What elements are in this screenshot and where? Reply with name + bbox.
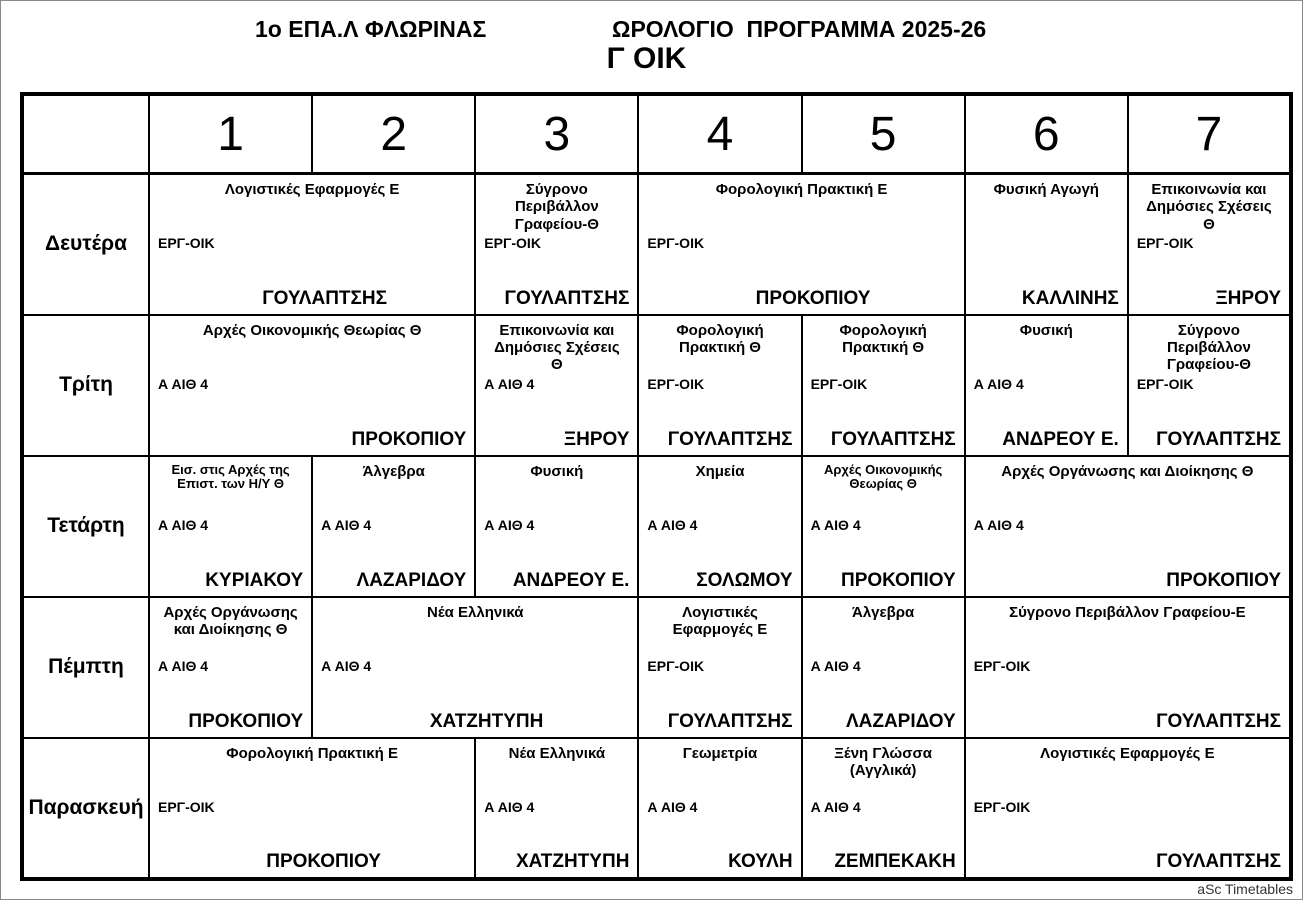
- lesson-room: Α ΑΙΘ 4: [647, 798, 698, 815]
- day-row-wednesday: [22, 456, 1291, 597]
- lesson-room: ΕΡΓ-ΟΙΚ: [647, 657, 705, 674]
- lesson-subject: Νέα Ελληνικά: [427, 603, 524, 621]
- lesson-teacher: ΑΝΔΡΕΟΥ Ε.: [1002, 428, 1119, 450]
- lesson-cell: [802, 597, 965, 738]
- lesson-subject: Λογιστικές Εφαρμογές Ε: [224, 181, 400, 198]
- lesson-subject: Επικοινωνία και Δημόσιες Σχέσεις Θ: [494, 321, 620, 373]
- lesson-cell: [475, 456, 638, 597]
- lesson-room: ΕΡΓ-ΟΙΚ: [810, 375, 868, 392]
- lesson-cell: [1128, 315, 1291, 456]
- lesson-cell: [149, 174, 475, 315]
- lesson-room: ΕΡΓ-ΟΙΚ: [484, 235, 541, 251]
- lesson-teacher: ΧΑΤΖΗΤΥΠΗ: [429, 710, 544, 732]
- lesson-room: Α ΑΙΘ 4: [158, 657, 209, 674]
- lesson-room: ΕΡΓ-ΟΙΚ: [647, 235, 705, 251]
- lesson-room: Α ΑΙΘ 4: [158, 375, 209, 392]
- lesson-subject: Επικοινωνία και Δημόσιες Σχέσεις Θ: [1146, 181, 1272, 233]
- lesson-cell: [149, 597, 312, 738]
- timetable: [20, 92, 1293, 881]
- lesson-teacher: ΓΟΥΛΑΠΤΣΗΣ: [1156, 710, 1281, 732]
- lesson-teacher: ΠΡΟΚΟΠΙΟΥ: [840, 569, 956, 591]
- period-header: 1: [149, 94, 312, 174]
- day-label: Τετάρτη: [22, 456, 149, 597]
- lesson-cell: [475, 738, 638, 879]
- lesson-room: ΕΡΓ-ΟΙΚ: [647, 375, 705, 392]
- lesson-cell: [965, 174, 1128, 315]
- period-header-row: [22, 94, 1291, 174]
- day-row-monday: [22, 174, 1291, 315]
- lesson-teacher: ΓΟΥΛΑΠΤΣΗΣ: [667, 710, 793, 732]
- lesson-subject: Άλγεβρα: [362, 462, 425, 480]
- lesson-cell: [638, 456, 801, 597]
- lesson-subject: Νέα Ελληνικά: [508, 744, 606, 762]
- lesson-cell: [638, 597, 801, 738]
- lesson-cell: [149, 315, 475, 456]
- period-header: 3: [475, 94, 638, 174]
- period-header: 6: [965, 94, 1128, 174]
- lesson-room: Α ΑΙΘ 4: [810, 516, 861, 533]
- lesson-room: ΕΡΓ-ΟΙΚ: [973, 798, 1031, 815]
- lesson-room: ΕΡΓ-ΟΙΚ: [1136, 235, 1194, 251]
- lesson-cell: [638, 174, 964, 315]
- lesson-room: Α ΑΙΘ 4: [484, 798, 535, 815]
- lesson-cell: [638, 315, 801, 456]
- lesson-teacher: ΓΟΥΛΑΠΤΣΗΣ: [1156, 850, 1281, 872]
- lesson-subject: Φυσική Αγωγή: [993, 181, 1099, 198]
- lesson-teacher: ΛΑΖΑΡΙΔΟΥ: [356, 569, 467, 591]
- lesson-teacher: ΞΗΡΟΥ: [563, 428, 630, 450]
- lesson-subject: Άλγεβρα: [851, 603, 915, 621]
- lesson-teacher: ΚΑΛΛΙΝΗΣ: [1021, 287, 1119, 309]
- lesson-subject: Αρχές Οργάνωσης και Διοίκησης Θ: [1001, 462, 1254, 480]
- lesson-teacher: ΞΗΡΟΥ: [1215, 287, 1281, 309]
- lesson-cell: [965, 597, 1291, 738]
- period-header: 2: [312, 94, 475, 174]
- lesson-subject: Αρχές Οικονομικής Θεωρίας Θ: [823, 461, 943, 492]
- lesson-room: Α ΑΙΘ 4: [973, 516, 1024, 533]
- lesson-cell: [638, 738, 801, 879]
- day-label: Πέμπτη: [22, 597, 149, 738]
- lesson-room: Α ΑΙΘ 4: [810, 798, 861, 815]
- lesson-subject: Αρχές Οργάνωσης και Διοίκησης Θ: [163, 603, 298, 638]
- lesson-room: Α ΑΙΘ 4: [484, 375, 535, 392]
- lesson-teacher: ΚΥΡΙΑΚΟΥ: [205, 569, 304, 591]
- lesson-teacher: ΓΟΥΛΑΠΤΣΗΣ: [830, 428, 956, 450]
- lesson-room: Α ΑΙΘ 4: [647, 516, 698, 533]
- lesson-teacher: ΓΟΥΛΑΠΤΣΗΣ: [504, 287, 630, 309]
- lesson-cell: [475, 315, 638, 456]
- day-label: Τρίτη: [22, 315, 149, 456]
- lesson-room: ΕΡΓ-ΟΙΚ: [158, 798, 215, 815]
- lesson-teacher: ΑΝΔΡΕΟΥ Ε.: [512, 569, 630, 591]
- lesson-cell: [802, 738, 965, 879]
- day-label: Δευτέρα: [22, 174, 149, 315]
- day-row-tuesday: [22, 315, 1291, 456]
- lesson-room: Α ΑΙΘ 4: [484, 516, 535, 533]
- lesson-cell: [312, 456, 475, 597]
- lesson-cell: [802, 456, 965, 597]
- lesson-teacher: ΠΡΟΚΟΠΙΟΥ: [266, 850, 381, 872]
- lesson-room: ΕΡΓ-ΟΙΚ: [158, 235, 215, 251]
- lesson-room: Α ΑΙΘ 4: [158, 516, 209, 533]
- lesson-subject: Γεωμετρία: [682, 744, 758, 762]
- lesson-subject: Λογιστικές Εφαρμογές Ε: [672, 603, 768, 638]
- lesson-room: Α ΑΙΘ 4: [810, 657, 861, 674]
- period-header: 4: [638, 94, 801, 174]
- lesson-teacher: ΠΡΟΚΟΠΙΟΥ: [755, 287, 871, 309]
- period-header: 7: [1128, 94, 1291, 174]
- lesson-subject: Φορολογική Πρακτική Θ: [839, 321, 927, 356]
- lesson-subject: Σύγρονο Περιβάλλον Γραφείου-Θ: [514, 181, 599, 233]
- lesson-cell: [312, 597, 638, 738]
- lesson-room: ΕΡΓ-ΟΙΚ: [1136, 375, 1194, 392]
- lesson-subject: Φυσική: [530, 462, 584, 480]
- lesson-subject: Αρχές Οικονομικής Θεωρίας Θ: [202, 321, 422, 339]
- asc-timetables-watermark: aSc Timetables: [1197, 881, 1293, 897]
- lesson-subject: Χημεία: [695, 462, 745, 480]
- lesson-cell: [475, 174, 638, 315]
- lesson-teacher: ΓΟΥΛΑΠΤΣΗΣ: [262, 287, 388, 309]
- lesson-subject: Σύγρονο Περιβάλλον Γραφείου-Ε: [1009, 603, 1246, 621]
- program-title: ΩΡΟΛΟΓΙΟ ΠΡΟΓΡΑΜΜΑ 2025-26: [612, 16, 987, 42]
- lesson-room: Α ΑΙΘ 4: [321, 657, 372, 674]
- lesson-subject: Εισ. στις Αρχές της Επιστ. των Η/Υ Θ: [171, 461, 290, 492]
- day-row-friday: [22, 738, 1291, 879]
- lesson-subject: Φορολογική Πρακτική Ε: [226, 744, 398, 762]
- lesson-teacher: ΚΟΥΛΗ: [728, 850, 793, 872]
- lesson-teacher: ΓΟΥΛΑΠΤΣΗΣ: [667, 428, 793, 450]
- class-title: Γ ΟΙΚ: [606, 42, 687, 75]
- lesson-subject: Σύγρονο Περιβάλλον Γραφείου-Θ: [1166, 321, 1251, 373]
- lesson-cell: [965, 456, 1291, 597]
- lesson-teacher: ΓΟΥΛΑΠΤΣΗΣ: [1156, 428, 1281, 450]
- lesson-cell: [149, 456, 312, 597]
- lesson-teacher: ΧΑΤΖΗΤΥΠΗ: [515, 850, 630, 872]
- lesson-teacher: ΠΡΟΚΟΠΙΟΥ: [1166, 569, 1281, 591]
- lesson-teacher: ΛΑΖΑΡΙΔΟΥ: [845, 710, 956, 732]
- lesson-teacher: ΖΕΜΠΕΚΑΚΗ: [834, 850, 956, 872]
- school-name: 1ο ΕΠΑ.Λ ΦΛΩΡΙΝΑΣ: [255, 16, 487, 42]
- lesson-cell: [965, 738, 1291, 879]
- lesson-subject: Φυσική: [1019, 321, 1073, 339]
- period-header: 5: [802, 94, 965, 174]
- lesson-subject: Λογιστικές Εφαρμογές Ε: [1040, 744, 1215, 762]
- day-row-thursday: [22, 597, 1291, 738]
- lesson-cell: [1128, 174, 1291, 315]
- lesson-room: Α ΑΙΘ 4: [973, 375, 1024, 392]
- lesson-room: ΕΡΓ-ΟΙΚ: [973, 657, 1031, 674]
- lesson-cell: [149, 738, 475, 879]
- lesson-subject: Ξένη Γλώσσα (Αγγλικά): [834, 744, 932, 779]
- lesson-cell: [965, 315, 1128, 456]
- lesson-subject: Φορολογική Πρακτική Ε: [715, 181, 888, 198]
- corner-cell: [22, 94, 149, 174]
- lesson-room: Α ΑΙΘ 4: [321, 516, 372, 533]
- lesson-teacher: ΠΡΟΚΟΠΙΟΥ: [188, 710, 304, 732]
- lesson-cell: [802, 315, 965, 456]
- lesson-teacher: ΣΟΛΩΜΟΥ: [696, 569, 793, 591]
- day-label: Παρασκευή: [22, 738, 149, 879]
- lesson-subject: Φορολογική Πρακτική Θ: [676, 321, 764, 356]
- lesson-teacher: ΠΡΟΚΟΠΙΟΥ: [351, 428, 467, 450]
